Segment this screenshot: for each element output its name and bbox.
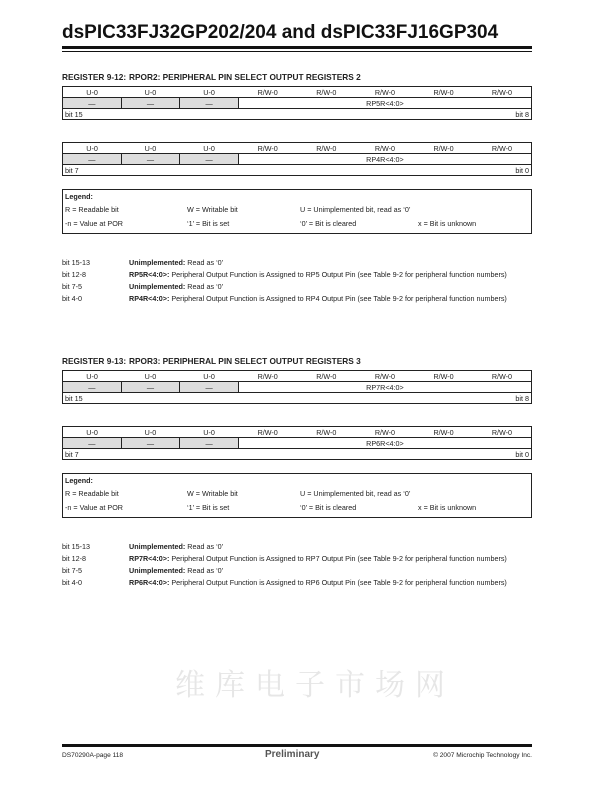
legend-n: -n = Value at POR: [65, 219, 123, 228]
field-name: Unimplemented:: [129, 258, 186, 267]
access-cell: R/W-0: [297, 87, 356, 98]
access-cell: R/W-0: [414, 143, 473, 154]
access-cell: R/W-0: [414, 371, 473, 382]
unimplemented-cell: —: [63, 154, 122, 165]
access-cell: R/W-0: [238, 87, 297, 98]
bit-range: bit 7-5: [62, 282, 82, 291]
unimplemented-cell: —: [121, 154, 180, 165]
legend-clr: ‘0’ = Bit is cleared: [300, 503, 357, 512]
access-cell: U-0: [121, 87, 180, 98]
field-description: Peripheral Output Function is Assigned to RP7 Output Pin (see Table 9-2 for peripheral function numbers): [169, 554, 507, 563]
access-cell: R/W-0: [238, 371, 297, 382]
register-bits-low: [62, 426, 532, 460]
bit-left: bit 7: [65, 449, 79, 459]
legend-title: Legend:: [65, 192, 93, 201]
bit-descriptions: [62, 258, 532, 306]
bit-range: bit 7-5: [62, 566, 82, 575]
access-cell: R/W-0: [297, 143, 356, 154]
unimplemented-cell: —: [121, 438, 180, 449]
field-name: Unimplemented:: [129, 566, 186, 575]
access-cell: U-0: [180, 143, 239, 154]
footer-copyright: © 2007 Microchip Technology Inc.: [433, 752, 532, 759]
field-description: Read as ‘0’: [185, 542, 224, 551]
field-description: Peripheral Output Function is Assigned to RP4 Output Pin (see Table 9-2 for peripheral function numbers): [169, 294, 507, 303]
page-title: dsPIC33FJ32GP202/204 and dsPIC33FJ16GP304: [62, 22, 499, 43]
bit-range: bit 4-0: [62, 578, 82, 587]
legend-x: x = Bit is unknown: [418, 503, 477, 512]
bit-description: [62, 282, 532, 292]
legend-title: Legend:: [65, 476, 93, 485]
legend-w: W = Writable bit: [187, 205, 238, 214]
field-name: RP5R<4:0>:: [129, 270, 170, 279]
bit-description: [62, 566, 532, 576]
bit-description: [62, 258, 532, 268]
bit-range: bit 12-8: [62, 554, 86, 563]
access-cell: R/W-0: [356, 143, 415, 154]
field-name: Unimplemented:: [129, 542, 186, 551]
access-cell: U-0: [63, 87, 122, 98]
bit-range: bit 4-0: [62, 294, 82, 303]
access-cell: R/W-0: [414, 87, 473, 98]
bit-right: bit 0: [515, 165, 529, 175]
register-title: [62, 356, 532, 370]
unimplemented-cell: —: [63, 98, 122, 109]
watermark: 维库电子市场网: [175, 668, 455, 703]
register-bits-low: [62, 142, 532, 176]
bit-description: [62, 542, 532, 552]
access-cell: R/W-0: [356, 371, 415, 382]
register-bits-high: [62, 370, 532, 404]
field-name: Unimplemented:: [129, 282, 186, 291]
access-cell: U-0: [63, 143, 122, 154]
field-description: Read as ‘0’: [185, 282, 224, 291]
legend-w: W = Writable bit: [187, 489, 238, 498]
legend-r: R = Readable bit: [65, 205, 119, 214]
unimplemented-cell: —: [121, 382, 180, 393]
bit-description: [62, 270, 532, 280]
field-name: RP7R<4:0>:: [129, 554, 170, 563]
footer-status: Preliminary: [265, 749, 320, 760]
bit-right: bit 8: [515, 109, 529, 119]
access-cell: R/W-0: [356, 87, 415, 98]
bit-range: bit 15-13: [62, 258, 90, 267]
register-bits-high: [62, 86, 532, 120]
access-cell: U-0: [63, 427, 122, 438]
register-number: REGISTER 9-12:: [62, 72, 127, 82]
bit-right: bit 8: [515, 393, 529, 403]
legend-n: -n = Value at POR: [65, 503, 123, 512]
access-cell: R/W-0: [473, 427, 532, 438]
field-description: Peripheral Output Function is Assigned to RP5 Output Pin (see Table 9-2 for peripheral function numbers): [169, 270, 507, 279]
field-name: RP6R<4:0>:: [129, 578, 170, 587]
unimplemented-cell: —: [180, 154, 239, 165]
bit-description: [62, 578, 532, 588]
unimplemented-cell: —: [63, 382, 122, 393]
legend-u: U = Unimplemented bit, read as ‘0’: [300, 205, 411, 214]
access-cell: R/W-0: [473, 371, 532, 382]
access-cell: R/W-0: [473, 143, 532, 154]
access-cell: U-0: [180, 87, 239, 98]
field-name: RP4R<4:0>:: [129, 294, 170, 303]
field-description: Peripheral Output Function is Assigned to RP6 Output Pin (see Table 9-2 for peripheral function numbers): [169, 578, 507, 587]
legend-clr: ‘0’ = Bit is cleared: [300, 219, 357, 228]
unimplemented-cell: —: [180, 98, 239, 109]
access-cell: R/W-0: [238, 143, 297, 154]
field-cell: RP6R<4:0>: [238, 438, 531, 449]
legend-set: ‘1’ = Bit is set: [187, 503, 230, 512]
register-block: [62, 72, 532, 234]
field-cell: RP7R<4:0>: [238, 382, 531, 393]
register-block: [62, 356, 532, 518]
legend-box: [62, 473, 532, 518]
bit-description: [62, 294, 532, 304]
unimplemented-cell: —: [121, 98, 180, 109]
bit-right: bit 0: [515, 449, 529, 459]
access-cell: R/W-0: [414, 427, 473, 438]
unimplemented-cell: —: [180, 438, 239, 449]
bit-descriptions: [62, 542, 532, 590]
access-cell: U-0: [180, 427, 239, 438]
field-cell: RP4R<4:0>: [238, 154, 531, 165]
access-cell: U-0: [180, 371, 239, 382]
bit-range: bit 12-8: [62, 270, 86, 279]
unimplemented-cell: —: [63, 438, 122, 449]
unimplemented-cell: —: [180, 382, 239, 393]
legend-r: R = Readable bit: [65, 489, 119, 498]
bit-range: bit 15-13: [62, 542, 90, 551]
field-cell: RP5R<4:0>: [238, 98, 531, 109]
access-cell: U-0: [121, 427, 180, 438]
bit-left: bit 15: [65, 109, 83, 119]
bit-left: bit 7: [65, 165, 79, 175]
legend-x: x = Bit is unknown: [418, 219, 477, 228]
access-cell: R/W-0: [473, 87, 532, 98]
register-title: [62, 72, 532, 86]
access-cell: R/W-0: [297, 427, 356, 438]
footer-rule: [62, 744, 532, 747]
register-name: RPOR2: PERIPHERAL PIN SELECT OUTPUT REGISTERS 2: [129, 72, 361, 82]
register-number: REGISTER 9-13:: [62, 356, 127, 366]
register-name: RPOR3: PERIPHERAL PIN SELECT OUTPUT REGISTERS 3: [129, 356, 361, 366]
field-description: Read as ‘0’: [185, 566, 224, 575]
bit-left: bit 15: [65, 393, 83, 403]
footer-doc-id: DS70290A-page 118: [62, 752, 124, 759]
legend-box: [62, 189, 532, 234]
access-cell: R/W-0: [238, 427, 297, 438]
access-cell: U-0: [63, 371, 122, 382]
legend-set: ‘1’ = Bit is set: [187, 219, 230, 228]
legend-u: U = Unimplemented bit, read as ‘0’: [300, 489, 411, 498]
access-cell: U-0: [121, 371, 180, 382]
title-rule-thin: [62, 51, 532, 52]
bit-description: [62, 554, 532, 564]
title-rule: [62, 46, 532, 49]
access-cell: R/W-0: [297, 371, 356, 382]
field-description: Read as ‘0’: [185, 258, 224, 267]
access-cell: U-0: [121, 143, 180, 154]
access-cell: R/W-0: [356, 427, 415, 438]
